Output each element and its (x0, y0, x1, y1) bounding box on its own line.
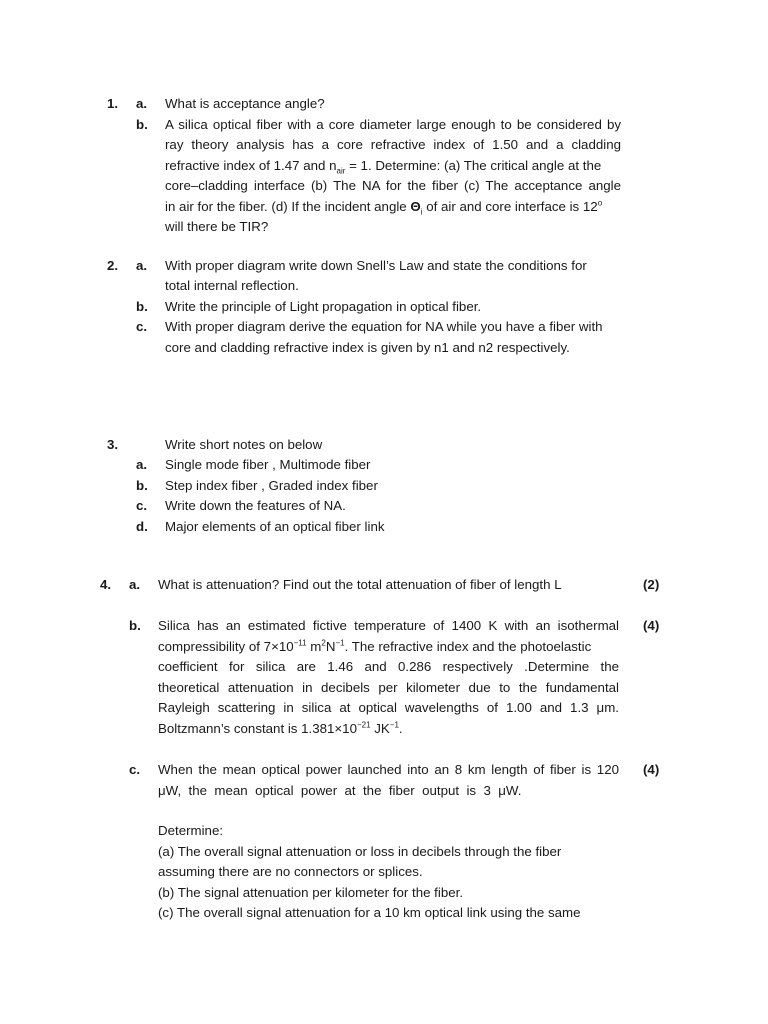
q3-a-text: Single mode fiber , Multimode fiber (165, 457, 371, 472)
q4-c-letter: c. (129, 762, 141, 777)
q2-c-line-2: core and cladding refractive index is given by n1 and n2 respectively. (165, 340, 570, 355)
q4-b-exp-3: −1 (335, 638, 345, 648)
q1-b-line-3 (165, 156, 601, 177)
q4-b-line-2 (158, 637, 591, 658)
q4-b-exp-5: −1 (389, 720, 399, 730)
q3-c-letter: c. (136, 498, 148, 513)
q2-c-line-1: With proper diagram derive the equation for NA while you have a fiber with (165, 319, 603, 334)
q4-b-marks: (4) (643, 618, 660, 633)
q4-b-line-2-part-2: m (306, 639, 322, 654)
q1-b-line-5 (165, 197, 602, 218)
q3-b-letter: b. (136, 478, 148, 493)
q4-c-marks: (4) (643, 762, 660, 777)
q4-b-line-2-part-4: . The refractive index and the photoelastic (344, 639, 592, 654)
q1-b-line-5-part-2: of air and core interface is 12 (422, 199, 598, 214)
q4-c-line-7: (c) The overall signal attenuation for a 10 km optical link using the same (158, 905, 581, 920)
q4-c-line-6: (b) The signal attenuation per kilometer for the fiber. (158, 885, 464, 900)
q4-b-line-6-part-2: JK (370, 721, 390, 736)
q3-b-text: Step index fiber , Graded index fiber (165, 478, 378, 493)
q4-c-line-3: Determine: (158, 823, 224, 838)
q1-b-line-3-part-2: = 1. Determine: (a) The critical angle at the (345, 158, 602, 173)
q4-b-line-2-part-1: compressibility of 7×10 (158, 639, 294, 654)
q4-b-line-6-part-1: Boltzmann’s constant is 1.381×10 (158, 721, 357, 736)
q4-b-line-5: Rayleigh scattering in silica at optical wavelengths of 1.00 and 1.3 μm. (158, 700, 619, 715)
q1-b-theta-symbol: Θ (410, 199, 421, 214)
q4-b-exp-1: −11 (293, 638, 307, 648)
q4-a-marks: (2) (643, 577, 660, 592)
q4-b-line-6 (158, 719, 403, 740)
q2-a-line-2: total internal reflection. (165, 278, 299, 293)
q4-b-exp-4: −21 (356, 720, 371, 730)
q1-number: 1. (107, 96, 119, 111)
q4-b-line-1: Silica has an estimated fictive temperature of 1400 K with an isothermal (158, 618, 619, 633)
q2-a-letter: a. (136, 258, 148, 273)
q4-c-line-1: When the mean optical power launched into an 8 km length of fiber is 120 (158, 762, 619, 777)
q1-a-letter: a. (136, 96, 148, 111)
q2-a-line-1: With proper diagram write down Snell’s Law and state the conditions for (165, 258, 587, 273)
q1-b-line-1: A silica optical fiber with a core diameter large enough to be considered by (165, 117, 621, 132)
q4-b-line-6-part-3: . (398, 721, 403, 736)
q2-number: 2. (107, 258, 119, 273)
q1-b-line-4: core–cladding interface (b) The NA for the fiber (c) The acceptance angle (165, 178, 621, 193)
q4-b-exp-2: 2 (321, 638, 326, 648)
q1-b-line-2: ray theory analysis has a core refractive index of 1.50 and a cladding (165, 137, 621, 152)
q4-c-line-4: (a) The overall signal attenuation or loss in decibels through the fiber (158, 844, 562, 859)
q4-c-line-2: μW, the mean optical power at the fiber output is 3 μW. (158, 783, 522, 798)
q1-b-degree-superscript: o (597, 198, 603, 208)
q4-c-line-5: assuming there are no connectors or splices. (158, 864, 423, 879)
q4-b-line-2-part-3: N (325, 639, 336, 654)
q1-b-line-6: will there be TIR? (165, 219, 269, 234)
q4-number: 4. (100, 577, 112, 592)
q4-a-text: What is attenuation? Find out the total attenuation of fiber of length L (158, 577, 562, 592)
q4-b-line-3: coefficient for silica are 1.46 and 0.286 respectively .Determine the (158, 659, 619, 674)
q1-b-nair-subscript: air (336, 166, 346, 176)
q2-c-letter: c. (136, 319, 148, 334)
q3-a-letter: a. (136, 457, 148, 472)
q3-c-text: Write down the features of NA. (165, 498, 346, 513)
q4-b-letter: b. (129, 618, 141, 633)
q1-b-letter: b. (136, 117, 148, 132)
q1-b-line-5-part-1: in air for the fiber. (d) If the incident angle (165, 199, 411, 214)
q2-b-letter: b. (136, 299, 148, 314)
q3-number: 3. (107, 437, 119, 452)
q3-d-text: Major elements of an optical fiber link (165, 519, 385, 534)
q4-b-line-4: theoretical attenuation in decibels per kilometer due to the fundamental (158, 680, 619, 695)
q2-b-text: Write the principle of Light propagation in optical fiber. (165, 299, 482, 314)
q4-a-letter: a. (129, 577, 141, 592)
q1-b-theta-subscript: i (420, 207, 423, 217)
q3-intro: Write short notes on below (165, 437, 323, 452)
q1-b-line-3-part-1: refractive index of 1.47 and n (165, 158, 337, 173)
q3-d-letter: d. (136, 519, 148, 534)
q1-a-text: What is acceptance angle? (165, 96, 325, 111)
